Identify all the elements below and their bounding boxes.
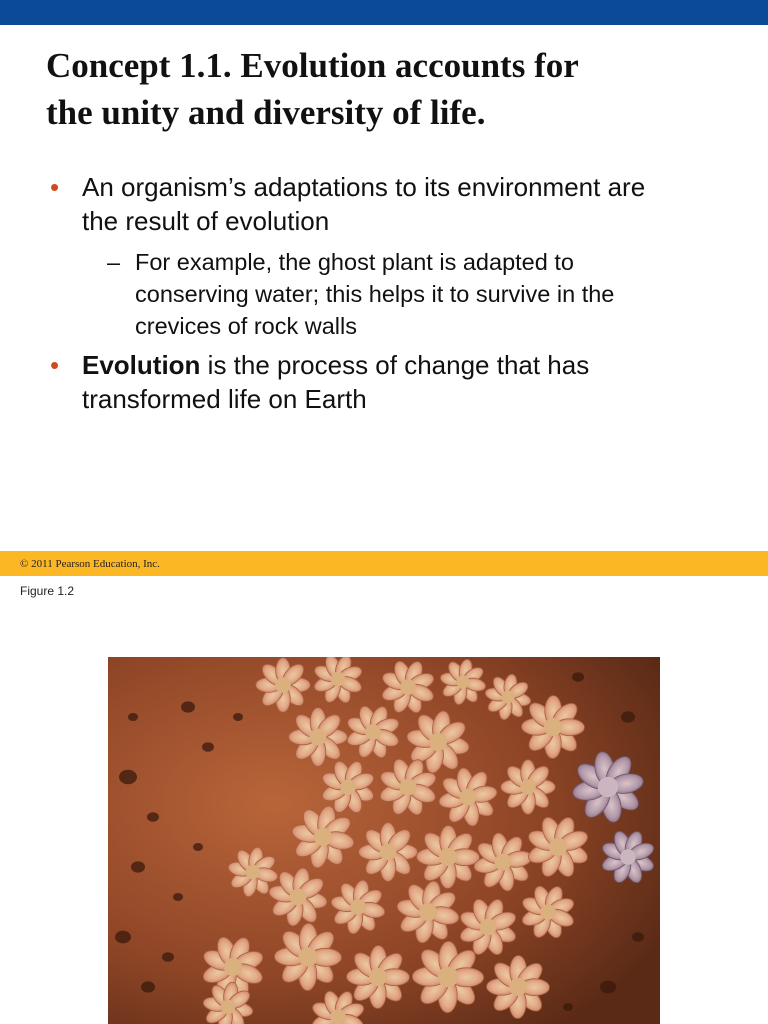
bullet-icon: • bbox=[50, 350, 60, 380]
rock-hole bbox=[233, 713, 243, 721]
sub-bullet-item bbox=[107, 246, 735, 342]
rock-hole bbox=[600, 981, 616, 994]
bullet-item bbox=[50, 170, 752, 238]
bullet-text: is the process of change that has bbox=[200, 350, 590, 380]
bullet-icon: • bbox=[50, 172, 60, 202]
rock-hole bbox=[131, 861, 145, 872]
succulent-rosette bbox=[521, 695, 584, 758]
rock-hole bbox=[147, 812, 159, 822]
rock-hole bbox=[202, 742, 214, 752]
sub-bullet-line: conserving water; this helps it to survive in the bbox=[135, 281, 615, 307]
rock-hole bbox=[173, 893, 183, 901]
rock-hole bbox=[141, 981, 155, 992]
succulent-rosette bbox=[346, 945, 409, 1008]
succulent-rosette bbox=[256, 658, 311, 713]
rock-hole bbox=[128, 713, 138, 721]
bullet-line: An organism’s adaptations to its environment are bbox=[82, 172, 646, 202]
succulent-rosette bbox=[501, 760, 556, 815]
slide-title bbox=[46, 42, 746, 136]
sub-bullet-line: crevices of rock walls bbox=[135, 313, 357, 339]
rock-hole bbox=[632, 932, 644, 942]
succulent-rosette bbox=[289, 708, 348, 767]
succulent-rosette bbox=[412, 941, 484, 1013]
header-bar bbox=[0, 0, 768, 25]
rock-hole bbox=[621, 711, 635, 722]
ghost-plant-photo bbox=[108, 657, 660, 1024]
dash-icon: – bbox=[107, 249, 121, 275]
rock-hole bbox=[115, 931, 131, 944]
bullet-line: the result of evolution bbox=[82, 206, 330, 236]
rock-hole bbox=[572, 672, 584, 682]
copyright-text: © 2011 Pearson Education, Inc. bbox=[20, 558, 160, 570]
bullet-line: transformed life on Earth bbox=[82, 384, 367, 414]
figure-label: Figure 1.2 bbox=[20, 584, 75, 598]
rock-hole bbox=[193, 843, 203, 851]
title-line-2: the unity and diversity of life. bbox=[46, 93, 486, 132]
rock-hole bbox=[181, 701, 195, 712]
rock-hole bbox=[119, 770, 137, 784]
succulent-rosette bbox=[486, 955, 549, 1018]
succulent-rosette bbox=[416, 825, 479, 888]
rock-hole bbox=[563, 1003, 573, 1011]
bullet-item bbox=[50, 348, 752, 416]
succulent-rosette bbox=[359, 823, 418, 882]
sub-bullet-line: For example, the ghost plant is adapted to bbox=[135, 249, 574, 275]
ghost-plant-illustration bbox=[108, 657, 660, 1024]
rock-hole bbox=[162, 952, 174, 962]
footer-bar bbox=[0, 551, 768, 576]
succulent-rosette bbox=[274, 923, 341, 990]
term-evolution: Evolution bbox=[82, 350, 201, 380]
bullet-line bbox=[82, 348, 752, 382]
title-line-1: Concept 1.1. Evolution accounts for bbox=[46, 46, 579, 85]
